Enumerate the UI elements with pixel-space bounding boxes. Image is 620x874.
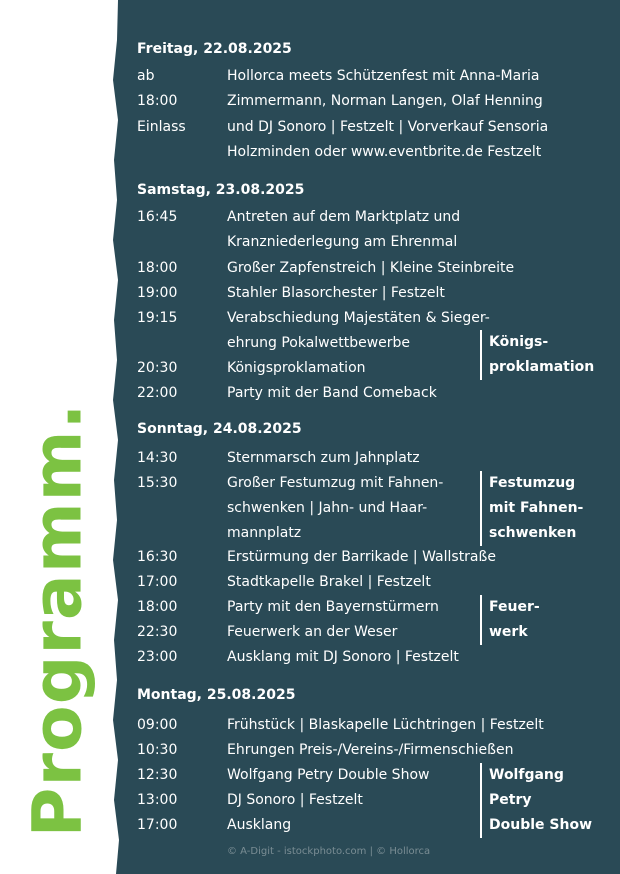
callout-line: Wolfgang [489,767,564,783]
time-cell: 16:45 [137,209,178,225]
callout-line: proklamation [489,359,595,375]
day-heading-monday: Montag, 25.08.2025 [137,687,296,703]
time-cell: 18:00 [137,93,178,109]
time-cell: 22:00 [137,385,178,401]
time-cell: 14:30 [137,450,178,466]
event-description: Zimmermann, Norman Langen, Olaf Henning [227,93,543,109]
event-description: Großer Festumzug mit Fahnen- [227,475,444,491]
day-heading-friday: Freitag, 22.08.2025 [137,41,292,57]
callout-line: Feuer- [489,599,540,615]
event-description: Kranzniederlegung am Ehrenmal [227,234,458,250]
event-description: Stahler Blasorchester | Festzelt [227,285,445,301]
event-description: Sternmarsch zum Jahnplatz [227,450,420,466]
time-cell: 19:00 [137,285,178,301]
event-description: DJ Sonoro | Festzelt [227,792,363,808]
callout-festumzug [480,471,583,546]
event-description: Holzminden oder www.eventbrite.de Festzelt [227,144,542,160]
callout-feuerwerk [480,595,540,645]
event-description: ehrung Pokalwettbewerbe [227,335,411,351]
time-cell: Einlass [137,119,186,135]
event-description: Party mit den Bayernstürmern [227,599,439,615]
event-description: Party mit der Band Comeback [227,385,437,401]
time-cell: 17:00 [137,574,178,590]
event-description: Stadtkapelle Brakel | Festzelt [227,574,431,590]
callout-line: Königs- [489,334,549,350]
event-description: und DJ Sonoro | Festzelt | Vorverkauf Sensoria [227,119,549,135]
event-description: Königsproklamation [227,360,366,376]
time-cell: 22:30 [137,624,178,640]
time-cell: 19:15 [137,310,178,326]
time-cell: 10:30 [137,742,178,758]
side-title: Programm. [18,402,98,838]
event-description: Erstürmung der Barrikade | Wallstraße [227,549,496,565]
time-cell: 17:00 [137,817,178,833]
event-description: Frühstück | Blaskapelle Lüchtringen | Festzelt [227,717,544,733]
event-description: mannplatz [227,525,302,541]
time-cell: ab [137,68,155,84]
time-cell: 16:30 [137,549,178,565]
day-heading-saturday: Samstag, 23.08.2025 [137,182,305,198]
event-description: Großer Zapfenstreich | Kleine Steinbreite [227,260,515,276]
time-cell: 12:30 [137,767,178,783]
event-description: Verabschiedung Majestäten & Sieger- [227,310,490,326]
event-description: schwenken | Jahn- und Haar- [227,500,428,516]
event-description: Ehrungen Preis-/Vereins-/Firmenschießen [227,742,514,758]
photo-credit: © A-Digit - istockphoto.com | © Hollorca [227,846,431,857]
callout-line: schwenken [489,525,577,541]
time-cell: 18:00 [137,260,178,276]
time-cell: 15:30 [137,475,178,491]
callout-line: Double Show [489,817,592,833]
event-description: Ausklang [227,817,292,833]
time-cell: 23:00 [137,649,178,665]
time-cell: 09:00 [137,717,178,733]
time-cell: 20:30 [137,360,178,376]
time-cell: 18:00 [137,599,178,615]
event-description: Hollorca meets Schützenfest mit Anna-Maria [227,68,540,84]
event-description: Ausklang mit DJ Sonoro | Festzelt [227,649,459,665]
callout-wolfgang-petry [480,763,592,838]
callout-line: Festumzug [489,475,576,491]
callout-line: mit Fahnen- [489,500,584,516]
event-description: Antreten auf dem Marktplatz und [227,209,461,225]
event-description: Feuerwerk an der Weser [227,624,398,640]
event-description: Wolfgang Petry Double Show [227,767,430,783]
callout-line: Petry [489,792,532,808]
day-heading-sunday: Sonntag, 24.08.2025 [137,421,302,437]
callout-koenigsproklamation [480,330,594,380]
time-cell: 13:00 [137,792,178,808]
callout-line: werk [489,624,528,640]
